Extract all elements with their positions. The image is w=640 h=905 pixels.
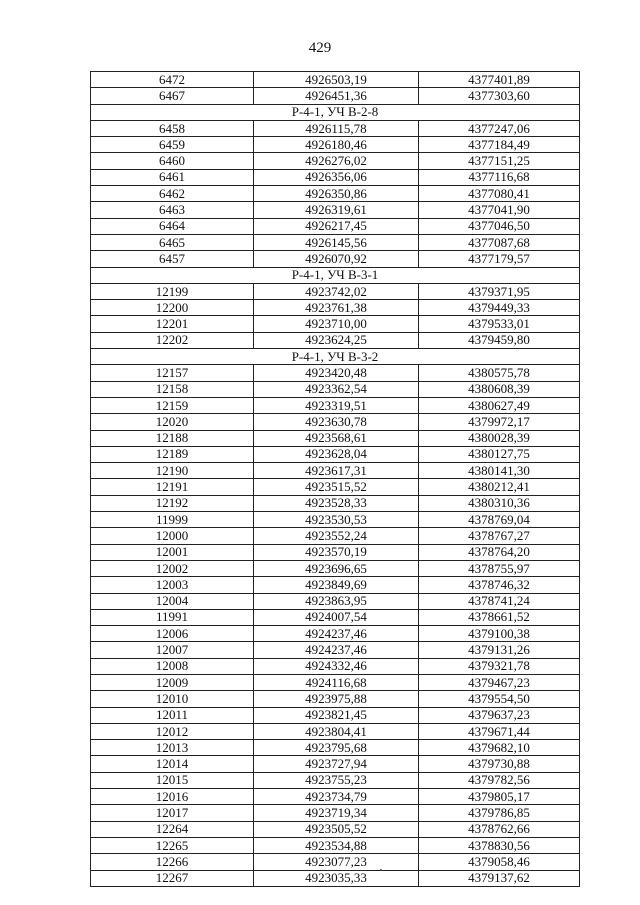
y-coordinate-cell: 4379321,78 (419, 658, 580, 674)
x-coordinate-cell: 4924237,46 (254, 626, 419, 642)
point-id-cell: 12201 (91, 316, 254, 332)
point-id-cell: 12020 (91, 414, 254, 430)
table-row (91, 186, 580, 202)
y-coordinate-cell: 4379637,23 (419, 707, 580, 723)
y-coordinate-cell: 4377184,49 (419, 137, 580, 153)
point-id-cell: 6458 (91, 120, 254, 136)
point-id-cell: 12200 (91, 300, 254, 316)
y-coordinate-cell: 4379671,44 (419, 723, 580, 739)
point-id-cell: 12158 (91, 381, 254, 397)
point-id-cell: 12001 (91, 544, 254, 560)
table-row (91, 234, 580, 250)
y-coordinate-cell: 4378755,97 (419, 560, 580, 576)
point-id-cell: 6461 (91, 169, 254, 185)
point-id-cell: 12192 (91, 495, 254, 511)
point-id-cell: 12010 (91, 691, 254, 707)
x-coordinate-cell: 4926180,46 (254, 137, 419, 153)
y-coordinate-cell: 4378769,04 (419, 512, 580, 528)
section-header-row (91, 349, 580, 365)
point-id-cell: 12006 (91, 626, 254, 642)
x-coordinate-cell: 4923617,31 (254, 463, 419, 479)
y-coordinate-cell: 4379449,33 (419, 300, 580, 316)
y-coordinate-cell: 4379131,26 (419, 642, 580, 658)
section-header-row (91, 104, 580, 120)
table-row (91, 120, 580, 136)
point-id-cell: 12189 (91, 446, 254, 462)
y-coordinate-cell: 4379137,62 (419, 870, 580, 886)
point-id-cell: 6472 (91, 72, 254, 88)
x-coordinate-cell: 4923624,25 (254, 332, 419, 348)
x-coordinate-cell: 4924007,54 (254, 609, 419, 625)
point-id-cell: 12017 (91, 805, 254, 821)
point-id-cell: 12202 (91, 332, 254, 348)
point-id-cell: 12157 (91, 365, 254, 381)
point-id-cell: 12008 (91, 658, 254, 674)
x-coordinate-cell: 4923727,94 (254, 756, 419, 772)
x-coordinate-cell: 4923420,48 (254, 365, 419, 381)
x-coordinate-cell: 4923755,23 (254, 772, 419, 788)
x-coordinate-cell: 4923696,65 (254, 560, 419, 576)
table-row (91, 463, 580, 479)
table-row (91, 837, 580, 853)
point-id-cell: 12012 (91, 723, 254, 739)
table-row (91, 821, 580, 837)
table-row (91, 153, 580, 169)
table-row (91, 560, 580, 576)
y-coordinate-cell: 4378661,52 (419, 609, 580, 625)
table-row (91, 495, 580, 511)
x-coordinate-cell: 4923528,33 (254, 495, 419, 511)
x-coordinate-cell: 4923734,79 (254, 789, 419, 805)
y-coordinate-cell: 4377151,25 (419, 153, 580, 169)
y-coordinate-cell: 4377046,50 (419, 218, 580, 234)
x-coordinate-cell: 4923742,02 (254, 283, 419, 299)
x-coordinate-cell: 4926356,06 (254, 169, 419, 185)
x-coordinate-cell: 4926276,02 (254, 153, 419, 169)
y-coordinate-cell: 4378746,32 (419, 577, 580, 593)
point-id-cell: 12000 (91, 528, 254, 544)
table-row (91, 169, 580, 185)
y-coordinate-cell: 4379467,23 (419, 674, 580, 690)
point-id-cell: 12011 (91, 707, 254, 723)
point-id-cell: 12007 (91, 642, 254, 658)
x-coordinate-cell: 4923505,52 (254, 821, 419, 837)
x-coordinate-cell: 4926070,92 (254, 251, 419, 267)
table-row (91, 397, 580, 413)
y-coordinate-cell: 4379972,17 (419, 414, 580, 430)
y-coordinate-cell: 4379805,17 (419, 789, 580, 805)
table-row (91, 854, 580, 870)
x-coordinate-cell: 4923035,33 (254, 870, 419, 886)
x-coordinate-cell: 4923795,68 (254, 740, 419, 756)
point-id-cell: 11991 (91, 609, 254, 625)
y-coordinate-cell: 4380141,30 (419, 463, 580, 479)
point-id-cell: 6465 (91, 234, 254, 250)
point-id-cell: 12009 (91, 674, 254, 690)
x-coordinate-cell: 4926145,56 (254, 234, 419, 250)
x-coordinate-cell: 4923719,34 (254, 805, 419, 821)
x-coordinate-cell: 4923628,04 (254, 446, 419, 462)
table-row (91, 772, 580, 788)
scan-speck (380, 869, 382, 871)
table-row (91, 332, 580, 348)
x-coordinate-cell: 4923362,54 (254, 381, 419, 397)
point-id-cell: 6462 (91, 186, 254, 202)
table-row (91, 544, 580, 560)
section-label: Р-4-1, УЧ В-3-2 (91, 349, 580, 365)
table-row (91, 674, 580, 690)
table-row (91, 593, 580, 609)
x-coordinate-cell: 4923568,61 (254, 430, 419, 446)
point-id-cell: 6459 (91, 137, 254, 153)
x-coordinate-cell: 4923077,23 (254, 854, 419, 870)
section-header-row (91, 267, 580, 283)
table-row (91, 251, 580, 267)
point-id-cell: 12190 (91, 463, 254, 479)
y-coordinate-cell: 4380212,41 (419, 479, 580, 495)
x-coordinate-cell: 4923863,95 (254, 593, 419, 609)
point-id-cell: 12191 (91, 479, 254, 495)
x-coordinate-cell: 4924116,68 (254, 674, 419, 690)
y-coordinate-cell: 4379682,10 (419, 740, 580, 756)
table-row (91, 381, 580, 397)
table-row (91, 479, 580, 495)
y-coordinate-cell: 4380627,49 (419, 397, 580, 413)
point-id-cell: 6457 (91, 251, 254, 267)
point-id-cell: 6467 (91, 88, 254, 104)
table-row (91, 137, 580, 153)
x-coordinate-cell: 4923630,78 (254, 414, 419, 430)
y-coordinate-cell: 4380310,36 (419, 495, 580, 511)
table-row (91, 72, 580, 88)
table-row (91, 707, 580, 723)
x-coordinate-cell: 4923761,38 (254, 300, 419, 316)
x-coordinate-cell: 4923849,69 (254, 577, 419, 593)
y-coordinate-cell: 4379100,38 (419, 626, 580, 642)
coordinates-table-body (91, 72, 580, 887)
x-coordinate-cell: 4923821,45 (254, 707, 419, 723)
point-id-cell: 12014 (91, 756, 254, 772)
table-row (91, 512, 580, 528)
table-row (91, 870, 580, 886)
table-row (91, 723, 580, 739)
y-coordinate-cell: 4377087,68 (419, 234, 580, 250)
point-id-cell: 12003 (91, 577, 254, 593)
y-coordinate-cell: 4379533,01 (419, 316, 580, 332)
point-id-cell: 12004 (91, 593, 254, 609)
y-coordinate-cell: 4380608,39 (419, 381, 580, 397)
point-id-cell: 11999 (91, 512, 254, 528)
table-row (91, 430, 580, 446)
table-row (91, 283, 580, 299)
point-id-cell: 6460 (91, 153, 254, 169)
point-id-cell: 12265 (91, 837, 254, 853)
x-coordinate-cell: 4924237,46 (254, 642, 419, 658)
table-row (91, 642, 580, 658)
y-coordinate-cell: 4379782,56 (419, 772, 580, 788)
section-label: Р-4-1, УЧ В-2-8 (91, 104, 580, 120)
point-id-cell: 12015 (91, 772, 254, 788)
x-coordinate-cell: 4924332,46 (254, 658, 419, 674)
x-coordinate-cell: 4926451,36 (254, 88, 419, 104)
y-coordinate-cell: 4377080,41 (419, 186, 580, 202)
table-row (91, 789, 580, 805)
page-number: 429 (308, 40, 332, 56)
y-coordinate-cell: 4379730,88 (419, 756, 580, 772)
table-row (91, 577, 580, 593)
x-coordinate-cell: 4923515,52 (254, 479, 419, 495)
point-id-cell: 12013 (91, 740, 254, 756)
table-row (91, 528, 580, 544)
table-row (91, 88, 580, 104)
table-row (91, 756, 580, 772)
x-coordinate-cell: 4923975,88 (254, 691, 419, 707)
point-id-cell: 12159 (91, 397, 254, 413)
table-row (91, 316, 580, 332)
x-coordinate-cell: 4923530,53 (254, 512, 419, 528)
y-coordinate-cell: 4377247,06 (419, 120, 580, 136)
x-coordinate-cell: 4923710,00 (254, 316, 419, 332)
point-id-cell: 12016 (91, 789, 254, 805)
x-coordinate-cell: 4923552,24 (254, 528, 419, 544)
point-id-cell: 12188 (91, 430, 254, 446)
point-id-cell: 6464 (91, 218, 254, 234)
y-coordinate-cell: 4378830,56 (419, 837, 580, 853)
x-coordinate-cell: 4923534,88 (254, 837, 419, 853)
table-row (91, 691, 580, 707)
table-row (91, 609, 580, 625)
table-row (91, 626, 580, 642)
x-coordinate-cell: 4923570,19 (254, 544, 419, 560)
x-coordinate-cell: 4923319,51 (254, 397, 419, 413)
point-id-cell: 12199 (91, 283, 254, 299)
point-id-cell: 12002 (91, 560, 254, 576)
x-coordinate-cell: 4926503,19 (254, 72, 419, 88)
y-coordinate-cell: 4378767,27 (419, 528, 580, 544)
x-coordinate-cell: 4923804,41 (254, 723, 419, 739)
y-coordinate-cell: 4379058,46 (419, 854, 580, 870)
y-coordinate-cell: 4377116,68 (419, 169, 580, 185)
x-coordinate-cell: 4926319,61 (254, 202, 419, 218)
x-coordinate-cell: 4926217,45 (254, 218, 419, 234)
point-id-cell: 12266 (91, 854, 254, 870)
table-row (91, 446, 580, 462)
y-coordinate-cell: 4377303,60 (419, 88, 580, 104)
table-row (91, 414, 580, 430)
y-coordinate-cell: 4378764,20 (419, 544, 580, 560)
y-coordinate-cell: 4377179,57 (419, 251, 580, 267)
y-coordinate-cell: 4378762,66 (419, 821, 580, 837)
point-id-cell: 6463 (91, 202, 254, 218)
y-coordinate-cell: 4379786,85 (419, 805, 580, 821)
y-coordinate-cell: 4380575,78 (419, 365, 580, 381)
coordinates-table (90, 71, 580, 887)
y-coordinate-cell: 4380127,75 (419, 446, 580, 462)
x-coordinate-cell: 4926350,86 (254, 186, 419, 202)
point-id-cell: 12264 (91, 821, 254, 837)
y-coordinate-cell: 4377041,90 (419, 202, 580, 218)
table-row (91, 658, 580, 674)
table-row (91, 300, 580, 316)
y-coordinate-cell: 4380028,39 (419, 430, 580, 446)
y-coordinate-cell: 4379459,80 (419, 332, 580, 348)
table-row (91, 202, 580, 218)
table-row (91, 218, 580, 234)
y-coordinate-cell: 4379371,95 (419, 283, 580, 299)
table-row (91, 805, 580, 821)
y-coordinate-cell: 4377401,89 (419, 72, 580, 88)
table-row (91, 365, 580, 381)
table-row (91, 740, 580, 756)
y-coordinate-cell: 4379554,50 (419, 691, 580, 707)
y-coordinate-cell: 4378741,24 (419, 593, 580, 609)
x-coordinate-cell: 4926115,78 (254, 120, 419, 136)
section-label: Р-4-1, УЧ В-3-1 (91, 267, 580, 283)
point-id-cell: 12267 (91, 870, 254, 886)
